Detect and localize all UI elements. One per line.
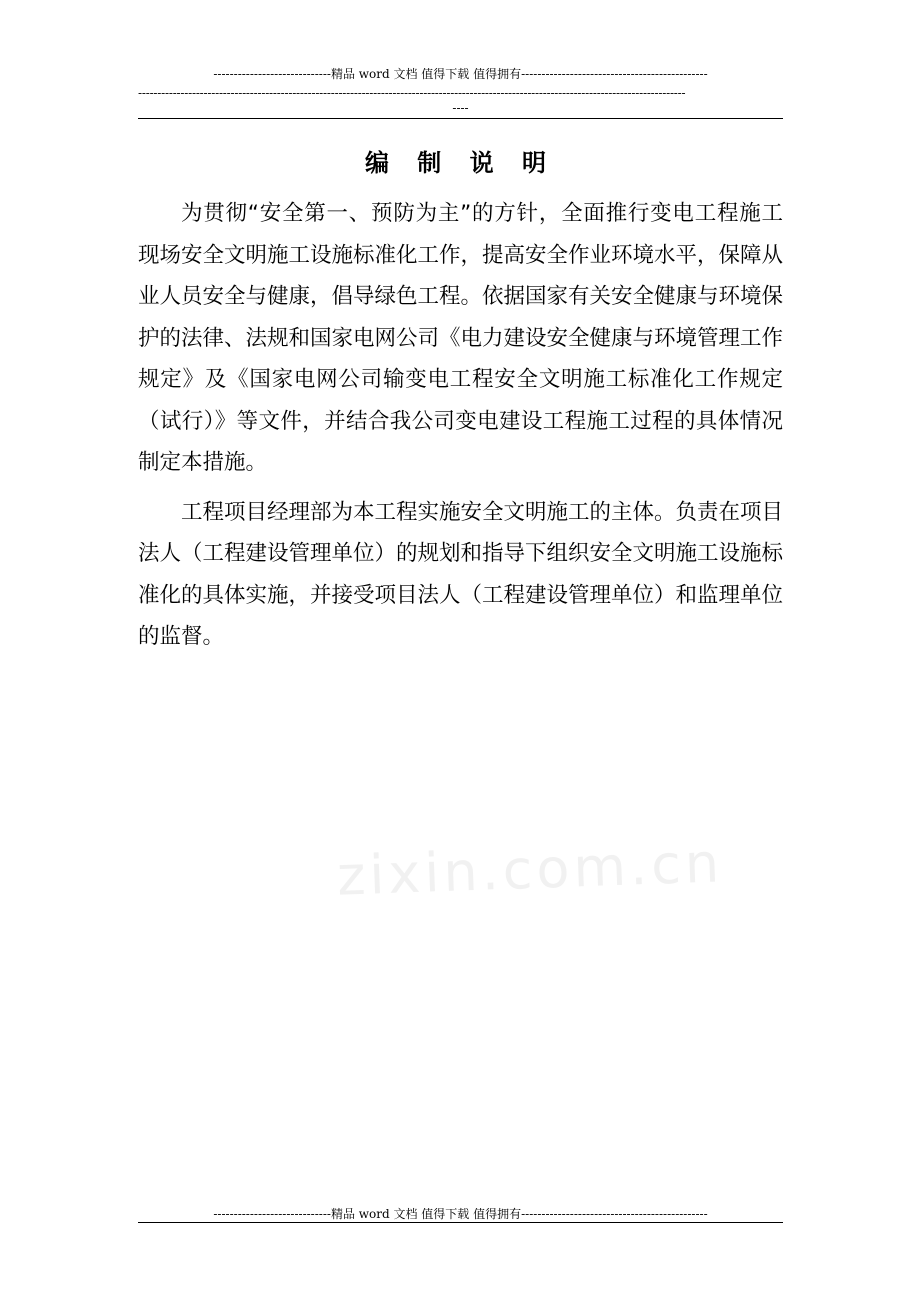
footer-rule (138, 1222, 783, 1223)
header-text: -----------------------------精品 word 文档 值得下载 值得拥有---------------------------------------------- (213, 67, 708, 81)
watermark: zixin.com.cn (335, 831, 725, 908)
body-paragraph-2: 工程项目经理部为本工程实施安全文明施工的主体。负责在项目法人（工程建设管理单位）的规划和指导下组织安全文明施工设施标准化的具体实施，并接受项目法人（工程建设管理单位）和监理单位的监督。 (138, 499, 784, 649)
body-paragraph-1: 为贯彻“安全第一、预防为主”的方针，全面推行变电工程施工现场安全文明施工设施标准化工作，提高安全作业环境水平，保障从业人员安全与健康，倡导绿色工程。依据国家有关安全健康与环境保护的法律、法规和国家电网公司《电力建设安全健康与环境管理工作规定》及《国家电网公司输变电工程安全文明施工标准化工作规定（试行）》等文件，并结合我公司变电建设工程施工过程的具体情况制定本措施。 (138, 201, 784, 475)
header-rule (138, 118, 783, 119)
header-dash-line: ---------------------------------------------------------------------------------------------------------------------------------------------- (138, 86, 686, 100)
document-body (138, 193, 783, 666)
document-title: 编 制 说 明 (364, 149, 557, 177)
header-dash-tail: ---- (452, 101, 469, 115)
footer-text: -----------------------------精品 word 文档 值得下载 值得拥有---------------------------------------------- (213, 1207, 708, 1221)
